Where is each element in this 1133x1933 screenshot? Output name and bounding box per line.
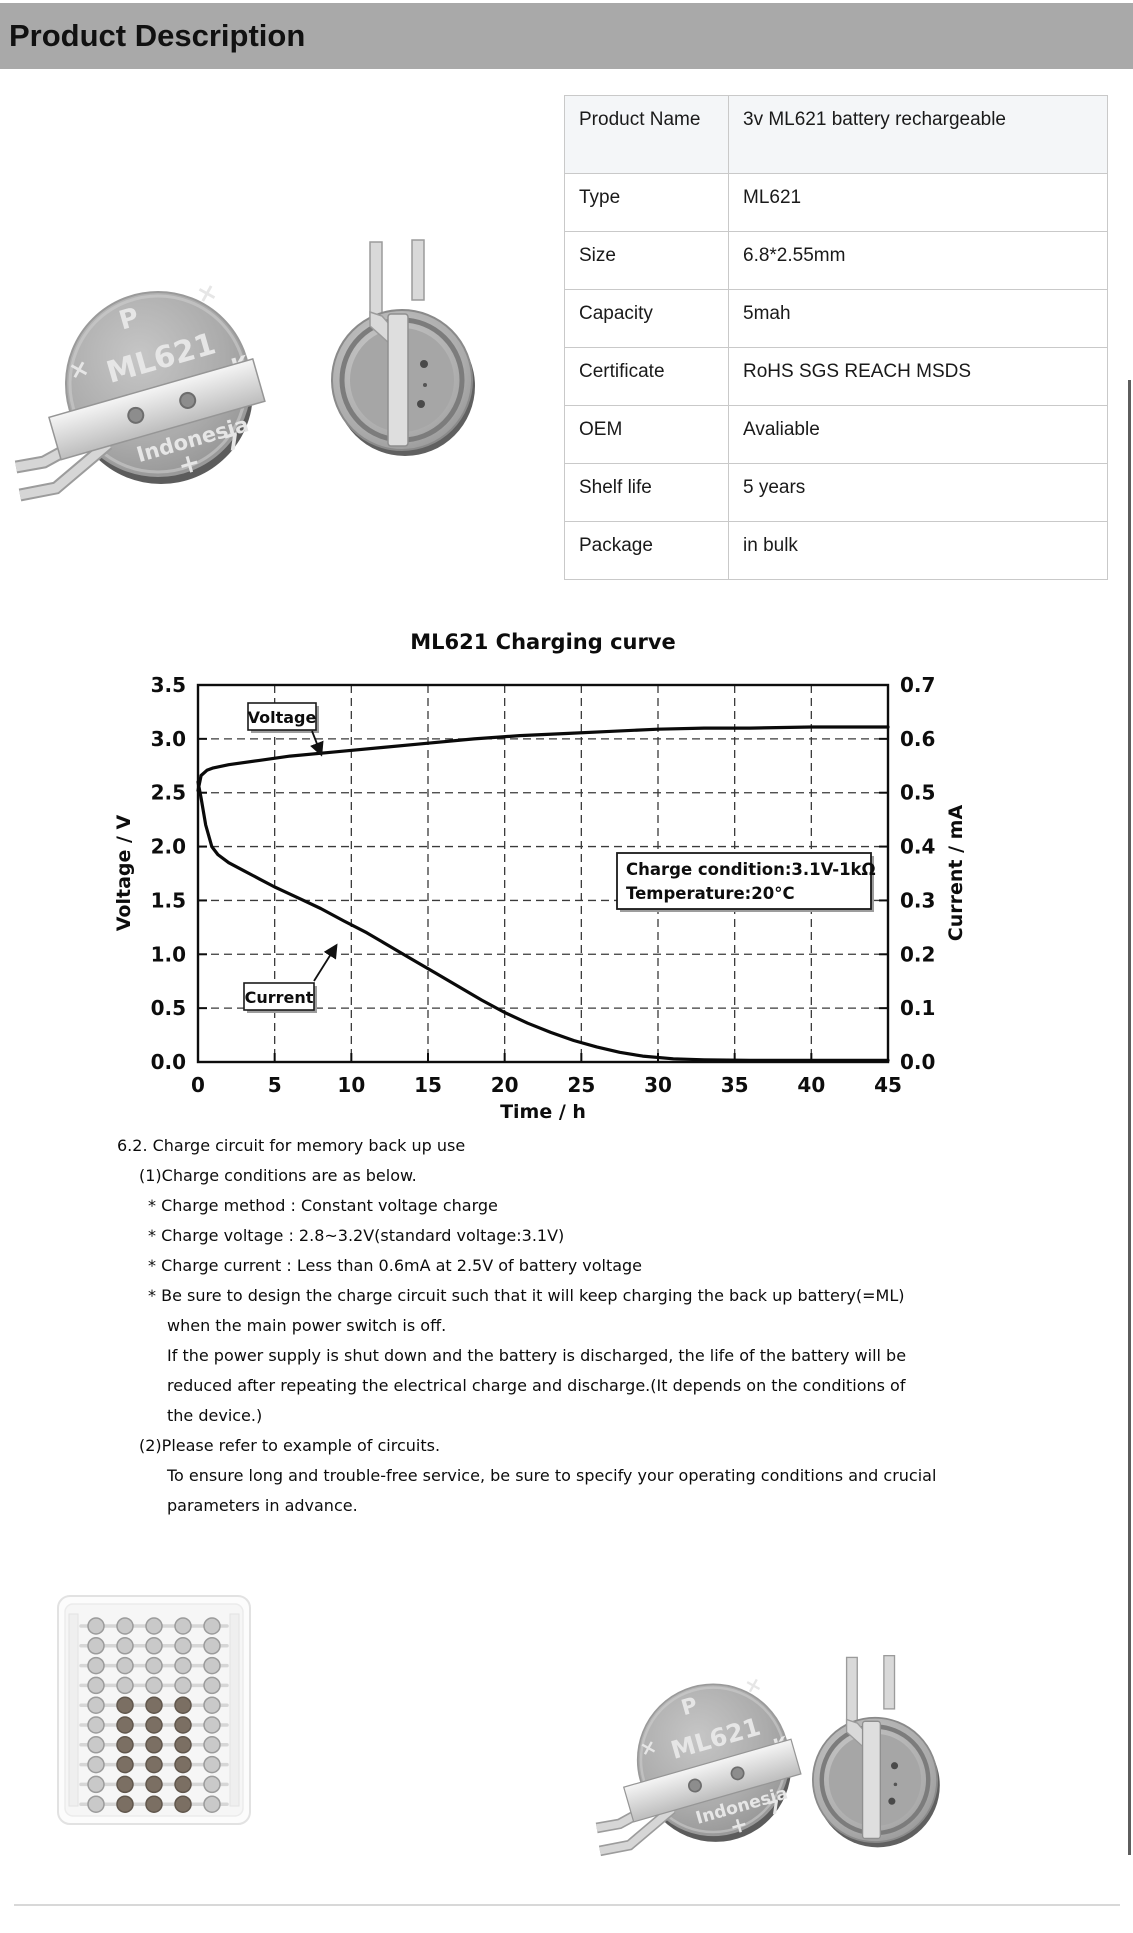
tray-cell-battery xyxy=(88,1658,104,1674)
note-line: reduced after repeating the electrical charge and discharge.(It depends on the conditions of xyxy=(167,1376,906,1395)
tray-cell-battery xyxy=(146,1757,162,1773)
chart-current-callout xyxy=(244,946,336,1013)
x-tick-label: 40 xyxy=(797,1073,826,1097)
x-tick-label: 15 xyxy=(414,1073,442,1097)
chart-x-axis-label: Time / h xyxy=(500,1101,586,1123)
tray-cell-battery xyxy=(204,1717,220,1733)
note-line: 6.2. Charge circuit for memory back up use xyxy=(117,1136,466,1155)
product-photo-battery-top xyxy=(8,238,288,528)
tray-cell-battery xyxy=(175,1697,191,1713)
tray-cell-battery xyxy=(117,1776,133,1792)
tray-cell-battery xyxy=(88,1717,104,1733)
note-line: * Charge voltage : 2.8~3.2V(standard voltage:3.1V) xyxy=(148,1226,565,1245)
tray-cell-battery xyxy=(88,1638,104,1654)
tray-cell-battery xyxy=(88,1776,104,1792)
spec-table xyxy=(564,95,1108,580)
spec-value: RoHS SGS REACH MSDS xyxy=(729,348,1108,406)
page-title: Product Description xyxy=(9,18,306,53)
spec-row xyxy=(565,232,1108,290)
tray-cell-battery xyxy=(117,1796,133,1812)
tray-cell-battery xyxy=(175,1638,191,1654)
x-tick-label: 45 xyxy=(874,1073,902,1097)
product-photo-battery-top-small xyxy=(590,1640,820,1878)
spec-value: 5 years xyxy=(729,464,1108,522)
x-tick-label: 35 xyxy=(720,1073,749,1097)
tray-cell-battery xyxy=(117,1638,133,1654)
spec-value: 5mah xyxy=(729,290,1108,348)
y-right-tick-label: 0.2 xyxy=(900,942,936,967)
current-callout-label: Current xyxy=(244,988,314,1007)
tray-cell-battery xyxy=(204,1658,220,1674)
product-photo-battery-back-small xyxy=(795,1645,955,1858)
tray-cell-battery xyxy=(117,1717,133,1733)
section-header-bar xyxy=(0,3,1133,69)
tray-cell-battery xyxy=(146,1618,162,1634)
spec-label: Product Name xyxy=(565,96,729,174)
y-left-tick-label: 3.5 xyxy=(150,673,186,697)
tray-cell-battery xyxy=(204,1618,220,1634)
x-tick-label: 25 xyxy=(567,1073,596,1097)
note-line: (1)Charge conditions are as below. xyxy=(139,1166,417,1185)
spec-label: OEM xyxy=(565,406,729,464)
current-callout-arrow xyxy=(314,946,336,981)
y-left-tick-label: 0.0 xyxy=(150,1050,186,1074)
spec-row xyxy=(565,406,1108,464)
product-photo-battery-tray xyxy=(55,1592,260,1832)
spec-label: Capacity xyxy=(565,290,729,348)
voltage-callout-arrow xyxy=(312,731,321,754)
charging-curve-chart xyxy=(100,615,1000,1125)
voltage-callout-label: Voltage xyxy=(247,708,317,727)
spec-value: ML621 xyxy=(729,174,1108,232)
note-line: * Charge method : Constant voltage charge xyxy=(148,1196,498,1215)
y-right-tick-label: 0.7 xyxy=(900,673,936,697)
condition-text-line1: Charge condition:3.1V-1kΩ xyxy=(626,860,876,879)
section-divider xyxy=(14,1904,1120,1906)
tray-cell-battery xyxy=(175,1677,191,1693)
tray-cell-battery xyxy=(204,1638,220,1654)
x-tick-label: 10 xyxy=(337,1073,366,1097)
curve-current xyxy=(198,782,888,1061)
tray-cell-battery xyxy=(175,1776,191,1792)
spec-label: Certificate xyxy=(565,348,729,406)
y-left-tick-label: 3.0 xyxy=(150,726,186,751)
tray-cell-battery xyxy=(117,1618,133,1634)
tray-rail-left xyxy=(69,1614,78,1806)
y-left-tick-label: 2.5 xyxy=(150,780,186,805)
note-line: To ensure long and trouble-free service, be sure to specify your operating conditions and crucial xyxy=(167,1466,937,1485)
tray-cell-battery xyxy=(88,1677,104,1693)
y-left-tick-label: 2.0 xyxy=(150,834,186,859)
tray-cell-battery xyxy=(88,1737,104,1753)
tray-cell-battery xyxy=(146,1796,162,1812)
note-line: (2)Please refer to example of circuits. xyxy=(139,1436,441,1455)
note-line: parameters in advance. xyxy=(167,1496,358,1515)
tray-cell-battery xyxy=(175,1796,191,1812)
tray-cell-battery xyxy=(204,1737,220,1753)
tray-cell-battery xyxy=(117,1757,133,1773)
y-right-tick-label: 0.1 xyxy=(900,996,936,1021)
note-line: If the power supply is shut down and the battery is discharged, the life of the battery will be xyxy=(167,1346,907,1365)
spec-value: 6.8*2.55mm xyxy=(729,232,1108,290)
y-right-tick-label: 0.3 xyxy=(900,888,936,913)
spec-row xyxy=(565,348,1108,406)
y-left-tick-label: 1.5 xyxy=(150,888,186,913)
note-line: * Charge current : Less than 0.6mA at 2.5V of battery voltage xyxy=(148,1256,643,1275)
tray-cell-battery xyxy=(88,1697,104,1713)
tray-cell-battery xyxy=(146,1717,162,1733)
tray-cell-battery xyxy=(146,1737,162,1753)
spec-row xyxy=(565,522,1108,580)
spec-value: in bulk xyxy=(729,522,1108,580)
spec-label: Size xyxy=(565,232,729,290)
tray-rail-right xyxy=(230,1614,239,1806)
x-tick-label: 30 xyxy=(644,1073,672,1097)
tray-cell-battery xyxy=(117,1658,133,1674)
spec-label: Type xyxy=(565,174,729,232)
spec-label: Shelf life xyxy=(565,464,729,522)
tray-cell-battery xyxy=(204,1677,220,1693)
x-tick-label: 5 xyxy=(267,1073,282,1097)
note-line: the device.) xyxy=(167,1406,263,1425)
tray-cell-battery xyxy=(117,1677,133,1693)
condition-text-line2: Temperature:20°C xyxy=(626,884,795,903)
spec-label: Package xyxy=(565,522,729,580)
note-line: when the main power switch is off. xyxy=(167,1316,447,1335)
x-tick-label: 0 xyxy=(191,1073,205,1097)
tray-cell-battery xyxy=(175,1737,191,1753)
curve-voltage xyxy=(198,727,888,791)
y-right-tick-label: 0.0 xyxy=(900,1050,936,1074)
spec-row xyxy=(565,464,1108,522)
chart-title: ML621 Charging curve xyxy=(410,630,676,654)
spec-row xyxy=(565,290,1108,348)
chart-voltage-callout xyxy=(248,703,321,754)
product-photo-battery-back xyxy=(312,228,492,468)
tray-cell-battery xyxy=(175,1618,191,1634)
tray-cell-battery xyxy=(175,1757,191,1773)
tray-cell-battery xyxy=(175,1658,191,1674)
tray-cell-battery xyxy=(204,1796,220,1812)
y-right-tick-label: 0.5 xyxy=(900,780,936,805)
spec-value: Avaliable xyxy=(729,406,1108,464)
tray-cell-battery xyxy=(146,1697,162,1713)
y-left-tick-label: 0.5 xyxy=(150,996,186,1021)
tray-cell-battery xyxy=(146,1677,162,1693)
y-right-tick-label: 0.4 xyxy=(900,834,936,859)
tray-cell-battery xyxy=(146,1776,162,1792)
tray-cell-battery xyxy=(117,1737,133,1753)
tray-cell-battery xyxy=(88,1796,104,1812)
x-tick-label: 20 xyxy=(490,1073,519,1097)
tray-cell-battery xyxy=(88,1757,104,1773)
notes-block xyxy=(117,1131,1107,1521)
spec-table-body xyxy=(565,96,1108,580)
tray-cell-battery xyxy=(175,1717,191,1733)
tray-cell-battery xyxy=(146,1638,162,1654)
tray-cell-battery xyxy=(204,1776,220,1792)
scrollbar-track[interactable] xyxy=(1128,380,1131,1855)
spec-row xyxy=(565,96,1108,174)
spec-value: 3v ML621 battery rechargeable xyxy=(729,96,1108,174)
tray-cell-battery xyxy=(204,1697,220,1713)
tray-cell-battery xyxy=(88,1618,104,1634)
tray-cell-battery xyxy=(146,1658,162,1674)
tray-cell-battery xyxy=(117,1697,133,1713)
tray-cell-battery xyxy=(204,1757,220,1773)
chart-y-right-axis-label: Current / mA xyxy=(945,804,967,942)
chart-y-left-axis-label: Voltage / V xyxy=(113,814,135,932)
spec-row xyxy=(565,174,1108,232)
y-left-tick-label: 1.0 xyxy=(150,942,186,967)
chart-condition-annotation xyxy=(617,853,876,912)
note-line: * Be sure to design the charge circuit such that it will keep charging the back up battery(=ML) xyxy=(148,1286,905,1305)
y-right-tick-label: 0.6 xyxy=(900,726,936,751)
